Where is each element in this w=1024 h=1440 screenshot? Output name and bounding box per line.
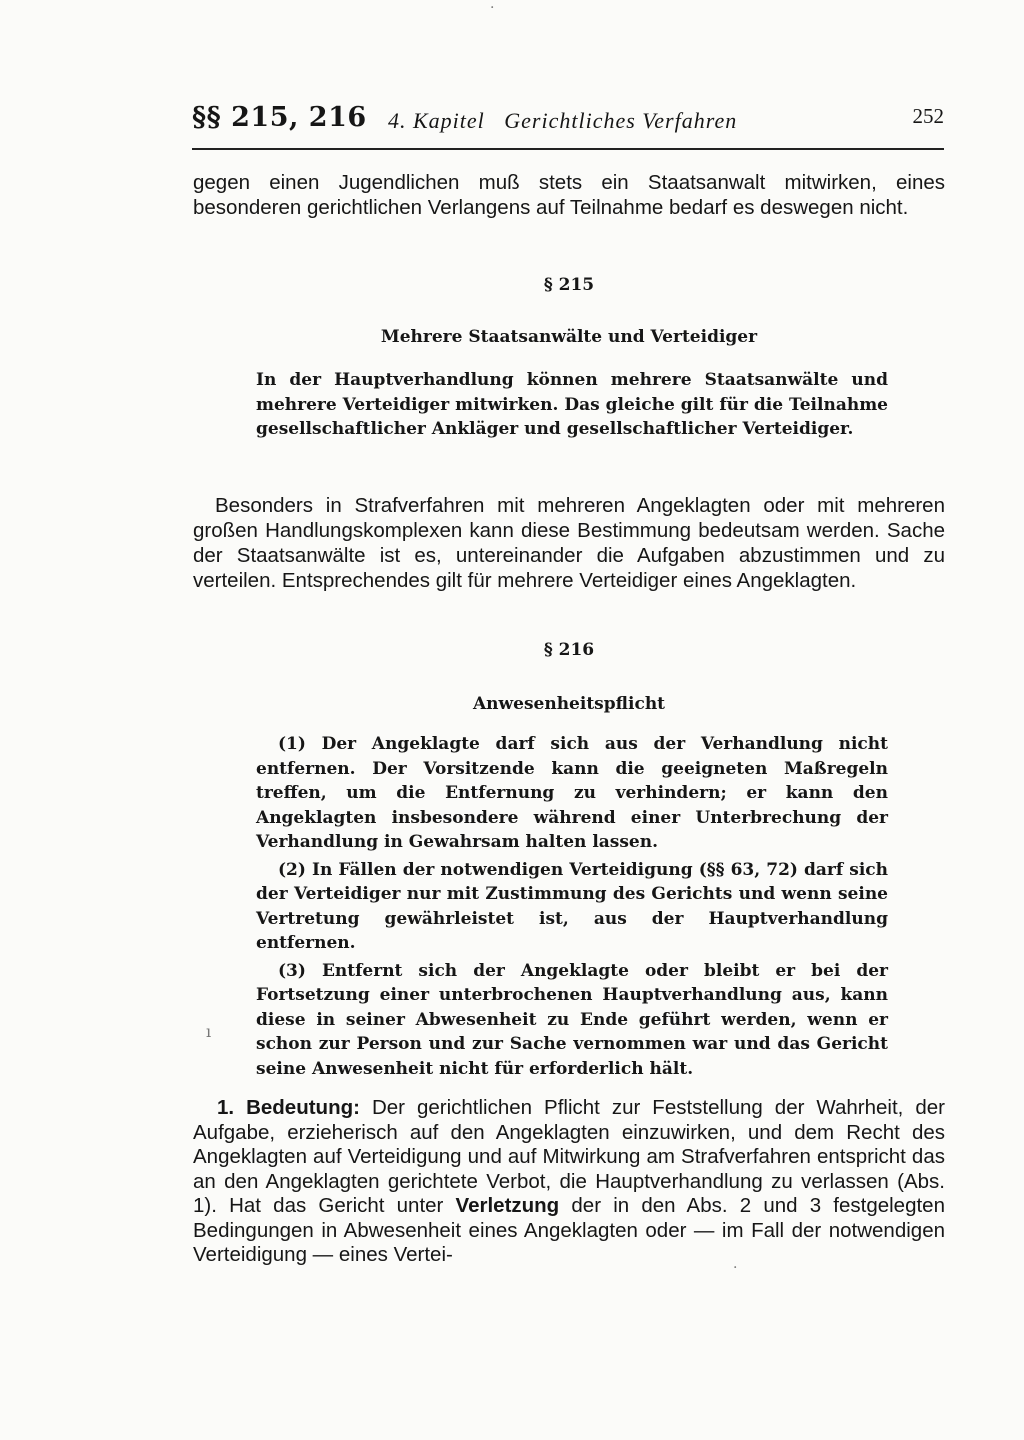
section-216-paragraph-3: (3) Entfernt sich der Angeklagte oder bleibt er bei der Fortsetzung einer unterbrochenen Hauptverhandlung aus, kann diese in seiner Abwesenheit zu Ende geführt werden, wenn er schon zur Person und zur Sache vernommen war und das Gericht seine Anwesenheit nicht für erforderlich hält.	[256, 960, 888, 1079]
section-215-title: Mehrere Staatsanwälte und Verteidiger	[380, 327, 758, 347]
commentary-emphasis: Verletzung	[455, 1194, 560, 1217]
commentary-text-part-2: der in den Abs. 2 und 3 festgelegten Bedingungen in Abwesenheit eines Angeklagten oder — im Fall der notwendigen Verteidigung — eines Vertei-	[193, 1194, 945, 1266]
running-header	[192, 96, 944, 150]
section-216-paragraph-2: (2) In Fällen der notwendigen Verteidigung (§§ 63, 72) darf sich der Verteidiger nur mit Zustimmung des Gerichts und wenn seine Vertretung gewährleistet ist, aus der Hauptverhandlung entfernen.	[256, 859, 888, 953]
commentary-label: 1. Bedeutung:	[217, 1096, 360, 1119]
section-216-commentary	[193, 1096, 945, 1268]
section-216-law-text	[256, 732, 888, 1084]
section-215-law-text: In der Hauptverhandlung können mehrere Staatsanwälte und mehrere Verteidiger mitwirken. Das gleiche gilt für die Teilnahme gesellschaftlicher Ankläger und gesellschaftlicher Verteidiger.	[256, 370, 888, 439]
section-216-paragraph-1: (1) Der Angeklagte darf sich aus der Verhandlung nicht entfernen. Der Vorsitzende kann die geeigneten Maßregeln treffen, um die Entfernung zu verhindern; er kann den Angeklagten insbesondere während einer Unterbrechung der Verhandlung in Gewahrsam halten lassen.	[256, 734, 888, 852]
section-215-number: § 215	[543, 275, 595, 295]
section-216-title: Anwesenheitspflicht	[472, 694, 666, 714]
scan-speck: ·	[490, 0, 495, 16]
section-216-number: § 216	[543, 640, 595, 660]
scan-speck: ·	[733, 1260, 738, 1276]
lead-paragraph: gegen einen Jugendlichen muß stets ein Staatsanwalt mitwirken, eines besonderen gerichtlichen Verlangens auf Teilnahme bedarf es deswegen nicht.	[193, 171, 945, 219]
scan-mark: ı	[206, 1022, 212, 1041]
header-section-numbers: §§ 215, 216	[192, 102, 367, 133]
page-number: 252	[912, 104, 944, 128]
header-chapter-title: 4. Kapitel Gerichtliches Verfahren	[388, 108, 738, 133]
section-215-commentary: Besonders in Strafverfahren mit mehreren Angeklagten oder mit mehreren großen Handlungskomplexen kann diese Bestimmung bedeutsam werden. Sache der Staatsanwälte ist es, untereinander die Aufgaben abzustimmen und zu verteilen. Entsprechendes gilt für mehrere Verteidiger eines Angeklagten.	[193, 494, 945, 592]
commentary-text-part-1: Der gerichtlichen Pflicht zur Feststellung der Wahrheit, der Aufgabe, erzieherisch auf den Angeklagten einzuwirken, und dem Recht des Angeklagten auf Verteidigung und auf Mitwirkung am Strafverfahren entspricht das an den Angeklagten gerichtete Verbot, die Hauptverhandlung zu verlassen (Abs. 1). Hat das Gericht unter	[193, 1096, 945, 1217]
